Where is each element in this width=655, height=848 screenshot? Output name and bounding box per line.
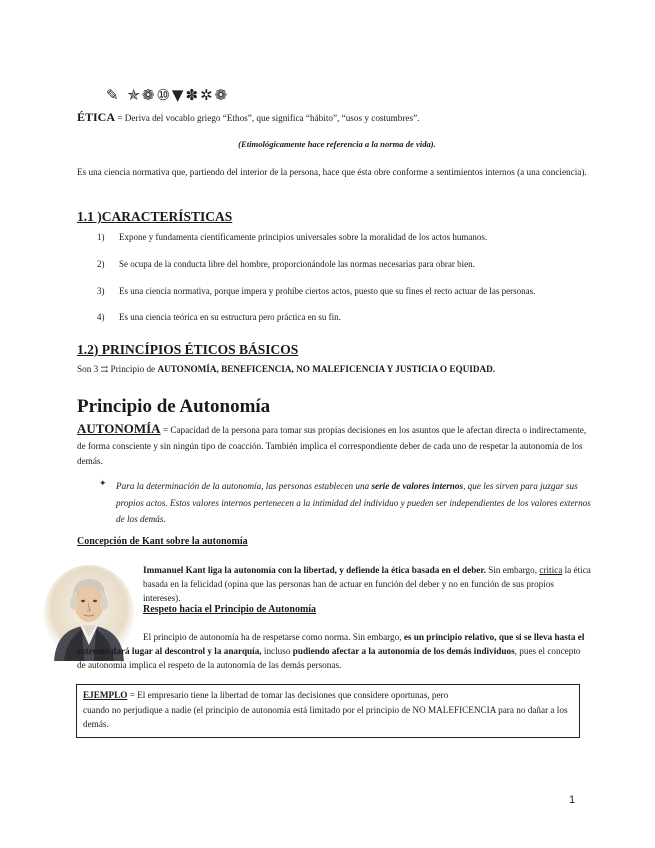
principles-summary [77, 364, 495, 375]
example-text [83, 688, 577, 732]
kant-heading: Concepción de Kant sobre la autonomía [77, 536, 248, 547]
autonomy-definition [77, 421, 589, 470]
list-item-text: Expone y fundamenta científicamente principios universales sobre la moralidad de los actos humanos. [119, 232, 488, 242]
respeto-bold-2: pudiendo afectar a la autonomía de los demás individuos [292, 646, 515, 656]
list-item-text: Es una ciencia normativa, porque impera y prohíbe ciertos actos, puesto que su fines el recto actuar de las personas. [119, 286, 536, 296]
example-line2-post: para no dañar a los demás. [83, 704, 568, 729]
etica-definition-text: = Deriva del vocablo griego “Ethos”, que significa “hábito”, “usos y costumbres”. [115, 113, 420, 123]
list-item-text: Es una ciencia teórica en su estructura pero práctica en su fin. [119, 312, 341, 322]
bullet-text-bold: serie de valores internos [371, 481, 464, 491]
principles-summary-prefix: Son 3 ⇉ Principio de [77, 364, 158, 374]
respeto-text-1: El principio de autonomía ha de respetarse como norma. Sin embargo, [143, 632, 404, 642]
bullet-icon: ✦ [99, 478, 107, 488]
autonomy-term: AUTONOMÍA [77, 421, 161, 436]
autonomy-bullet-text [116, 478, 594, 528]
list-item [97, 259, 475, 269]
list-item [97, 286, 535, 296]
example-line1: = El empresario tiene la libertad de tomar las decisiones que considere oportunas, pero [127, 690, 449, 700]
list-item [97, 312, 341, 322]
kant-paragraph-bold: Immanuel Kant liga la autonomía con la libertad, y defiende la ética basada en el deber. [143, 565, 486, 575]
respeto-text-3: , pues el concepto de autonomía implica el respeto de la autonomía de las demás personas. [77, 646, 581, 670]
kant-paragraph [143, 563, 593, 605]
respeto-heading: Respeto hacia el Principio de Autonomía [143, 604, 317, 615]
autonomy-title: Principio de Autonomía [77, 396, 271, 417]
list-item-number: 1) [97, 232, 105, 242]
principles-heading: 1.2) PRINCÍPIOS ÉTICOS BÁSICOS [77, 342, 299, 357]
example-label: EJEMPLO [83, 690, 128, 700]
autonomy-definition-text: = Capacidad de la persona para tomar sus propias decisiones en los asuntos que le afectan directa o indirectamente, de forma consciente y sin ningún tipo de coacción. También implica el correspondiente deber de cada uno de respetar la autonomía de los demás. [77, 425, 587, 466]
intro-paragraph: Es una ciencia normativa que, partiendo del interior de la persona, hace que ésta obre conforme a sentimientos internos (a una conciencia). [77, 167, 587, 177]
bullet-text-post: , que les sirven para juzgar sus propios actos. Estos valores internos pertenecen a la intimidad del individuo y pueden ser independientes de los valores externos de los demás. [116, 481, 591, 524]
etymology-note: (Etimológicamente hace referencia a la norma de vida). [238, 139, 436, 149]
respeto-paragraph [77, 630, 589, 672]
list-item-number: 3) [97, 286, 105, 296]
list-item-text: Se ocupa de la conducta libre del hombre, proporcionándole las normas necesarias para obrar bien. [119, 259, 475, 269]
kant-paragraph-rest: la ética basada en la felicidad (opina que las personas han de actuar en función del deber y no en función de sus propios intereses). [143, 565, 591, 603]
etica-term: ÉTICA [77, 110, 116, 124]
kant-paragraph-mid: Sin embargo, [485, 565, 540, 575]
example-line2-pre: cuando no perjudique a nadie (el principio de autonomía está limitado por el principio de [83, 704, 413, 715]
respeto-text-2: incluso [261, 646, 293, 656]
etica-definition [77, 110, 597, 125]
bullet-text-pre: Para la determinación de la autonomía, las personas establecen una [116, 481, 372, 491]
respeto-bold-1: es un principio relativo, que si se lleva hasta el extremo dará lugar al descontrol y la anarquía, [77, 632, 585, 656]
list-item-number: 2) [97, 259, 105, 269]
decorative-dingbat-heading: ✎ ✯❁⑩▼✽✲❁ [106, 86, 230, 104]
characteristics-heading: 1.1 )CARACTERÍSTICAS [77, 209, 233, 224]
list-item-number: 4) [97, 312, 105, 322]
page-number: 1 [569, 794, 576, 806]
kant-paragraph-critica: critica [539, 565, 563, 575]
list-item [97, 232, 487, 242]
principles-summary-list: AUTONOMÍA, BENEFICENCIA, NO MALEFICENCIA Y JUSTICIA O EQUIDAD. [157, 364, 496, 374]
example-line2-term: NO MALEFICENCIA [412, 704, 496, 715]
